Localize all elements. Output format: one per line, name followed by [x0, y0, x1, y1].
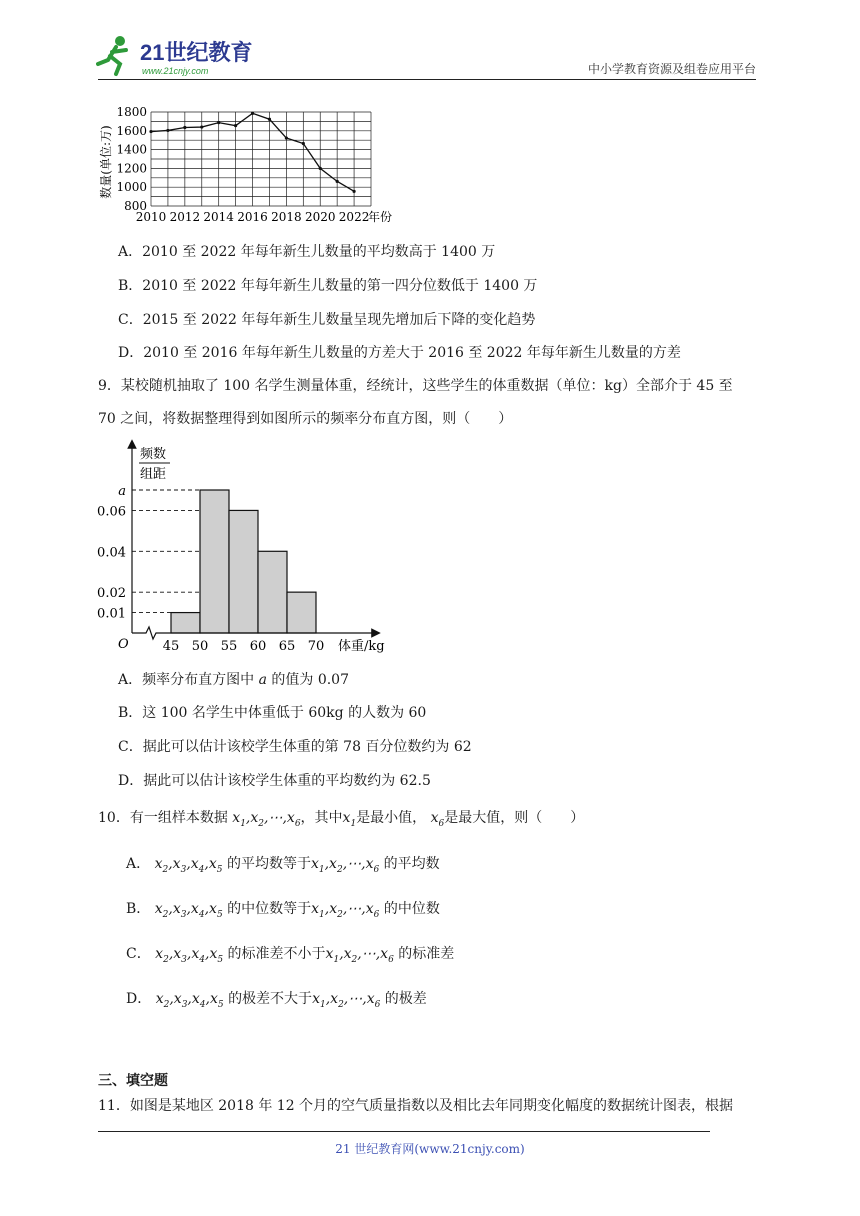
data-point [234, 124, 237, 127]
histogram-bar [171, 613, 200, 633]
data-point [285, 136, 288, 139]
origin-label: O [118, 637, 129, 652]
q10-a-text1: 的平均数等于 [226, 856, 311, 872]
x-tick-label: 2020 [304, 210, 336, 224]
q10-option-a[interactable] [126, 854, 440, 880]
newborn-line-chart [96, 100, 416, 230]
data-point [200, 125, 203, 128]
data-point [336, 180, 339, 183]
data-point [268, 118, 271, 121]
y-tick-label: 0.01 [97, 606, 126, 622]
q10-d-letter: D． [126, 991, 152, 1007]
q9-option-d[interactable]: D．据此可以估计该校学生体重的平均数约为 62.5 [118, 773, 431, 789]
header-platform-text: 中小学教育资源及组卷应用平台 [587, 62, 756, 76]
logo-url: www.21cnjy.com [142, 66, 209, 76]
x-tick-label: 2022 [338, 210, 370, 224]
runner-icon [98, 36, 126, 74]
variable-a: a [258, 672, 267, 688]
q9-option-c[interactable]: C．据此可以估计该校学生体重的第 78 百分位数约为 62 [118, 739, 472, 755]
q9-stem-line1: 9．某校随机抽取了 100 名学生测量体重，经统计，这些学生的体重数据（单位：kg）全部介于 45 至 [98, 378, 733, 394]
q10-c-text2: 的标准差 [398, 946, 455, 962]
histogram-bar [287, 592, 316, 633]
q9-stem-line2: 70 之间，将数据整理得到如图所示的频率分布直方图，则（ ） [98, 411, 513, 427]
q10-a-text2: 的平均数 [383, 856, 440, 872]
x-tick-label: 2016 [237, 210, 268, 224]
formula-x1-to-x6: $x_1,x_2,\cdots,x_6$ [325, 946, 394, 965]
q8-option-b[interactable]: B．2010 至 2022 年每年新生儿数量的第一四分位数低于 1400 万 [118, 278, 538, 294]
x-tick-label: 2012 [169, 210, 201, 224]
q10-stem [98, 808, 584, 834]
formula-x2-x5: $x_2,x_3,x_4,x_5$ [154, 901, 223, 920]
q8-option-a[interactable]: A．2010 至 2022 年每年新生儿数量的平均数高于 1400 万 [118, 244, 496, 260]
q11-stem: 11．如图是某地区 2018 年 12 个月的空气质量指数以及相比去年同期变化幅度的数据统计图表，根据 [98, 1098, 734, 1114]
q10-mid1: ，其中 [300, 810, 343, 826]
q10-b-text2: 的中位数 [383, 901, 440, 917]
footer-rule [98, 1131, 710, 1132]
y-tick-label: 0.04 [97, 545, 126, 561]
formula-x1-to-x6: $x_1,x_2,\cdots,x_6$ [232, 810, 301, 829]
q10-d-text1: 的极差不大于 [228, 991, 313, 1007]
data-point [302, 142, 305, 145]
q10-option-b[interactable] [126, 899, 440, 925]
x-tick-label: 65 [278, 639, 296, 654]
y-tick-label: 1800 [116, 105, 147, 119]
x-tick-label: 45 [162, 639, 180, 654]
x-tick-label: 2014 [203, 210, 234, 224]
weight-histogram [96, 436, 406, 658]
y-axis-label: 数量(单位:万) [99, 125, 113, 199]
q10-c-letter: C． [126, 946, 151, 962]
q10-c-text1: 的标准差不小于 [227, 946, 326, 962]
y-tick-label: a [118, 484, 126, 499]
x-tick-label: 50 [191, 639, 209, 654]
q10-b-text1: 的中位数等于 [227, 901, 312, 917]
data-point [319, 167, 322, 170]
q9-option-a-post: 的值为 0.07 [266, 672, 349, 688]
q10-a-letter: A． [126, 856, 151, 872]
formula-x6: $x_6$ [430, 810, 445, 829]
data-point [149, 130, 152, 133]
formula-x1: $x_1$ [342, 810, 357, 829]
formula-x1-to-x6: $x_1,x_2,\cdots,x_6$ [311, 901, 380, 920]
logo-text: 21世纪教育 [140, 40, 253, 65]
x-tick-label: 70 [307, 639, 325, 654]
section-heading: 三、填空题 [98, 1073, 168, 1089]
q8-option-d[interactable]: D．2010 至 2016 年每年新生儿数量的方差大于 2016 至 2022 年每年新生儿数量的方差 [118, 345, 681, 361]
data-point [166, 129, 169, 132]
q10-option-d[interactable] [126, 989, 427, 1015]
x-tick-label: 60 [249, 639, 267, 654]
formula-x2-x5: $x_2,x_3,x_4,x_5$ [155, 946, 224, 965]
q10-option-c[interactable] [126, 944, 454, 970]
q10-d-text2: 的极差 [384, 991, 427, 1007]
y-tick-label: 1200 [116, 161, 147, 176]
histogram-bar [200, 490, 229, 633]
x-tick-label: 2010 [135, 210, 167, 224]
q10-mid3: 是最大值，则（ ） [444, 810, 585, 826]
formula-x1-to-x6: $x_1,x_2,\cdots,x_6$ [312, 991, 381, 1010]
q9-option-a[interactable] [118, 670, 349, 690]
q9-option-b[interactable]: B．这 100 名学生中体重低于 60kg 的人数为 60 [118, 705, 427, 721]
x-tick-label: 55 [220, 639, 238, 654]
x-tick-label: 2018 [271, 210, 302, 224]
y-tick-label: 800 [124, 199, 147, 213]
formula-x2-x5: $x_2,x_3,x_4,x_5$ [154, 856, 223, 875]
logo [96, 34, 266, 78]
q10-mid2: 是最小值， [356, 810, 427, 826]
x-axis-label: 体重/kg [338, 639, 385, 654]
data-point [352, 190, 355, 193]
data-point [217, 121, 220, 124]
q10-num: 10．有一组样本数据 [98, 810, 228, 826]
y-label-top: 频数 [140, 447, 167, 462]
histogram-bar [229, 510, 258, 633]
y-tick-label: 1000 [116, 180, 147, 195]
data-point [251, 112, 254, 115]
formula-x1-to-x6: $x_1,x_2,\cdots,x_6$ [310, 856, 380, 875]
y-tick-label: 0.02 [97, 586, 126, 602]
histogram-bar [258, 551, 287, 633]
q10-b-letter: B． [126, 901, 151, 917]
y-tick-label: 1600 [116, 123, 147, 138]
q8-option-c[interactable]: C．2015 至 2022 年每年新生儿数量呈现先增加后下降的变化趋势 [118, 312, 536, 328]
x-axis-label: 年份 [368, 210, 393, 224]
footer-text: 21 世纪教育网(www.21cnjy.com) [335, 1142, 525, 1156]
y-label-bottom: 组距 [140, 467, 167, 482]
y-tick-label: 1400 [116, 142, 147, 157]
data-point [183, 126, 186, 129]
q9-option-a-pre: A．频率分布直方图中 [118, 672, 259, 688]
y-tick-label: 0.06 [97, 504, 126, 520]
header-rule [98, 79, 756, 80]
formula-x2-x5: $x_2,x_3,x_4,x_5$ [155, 991, 224, 1010]
